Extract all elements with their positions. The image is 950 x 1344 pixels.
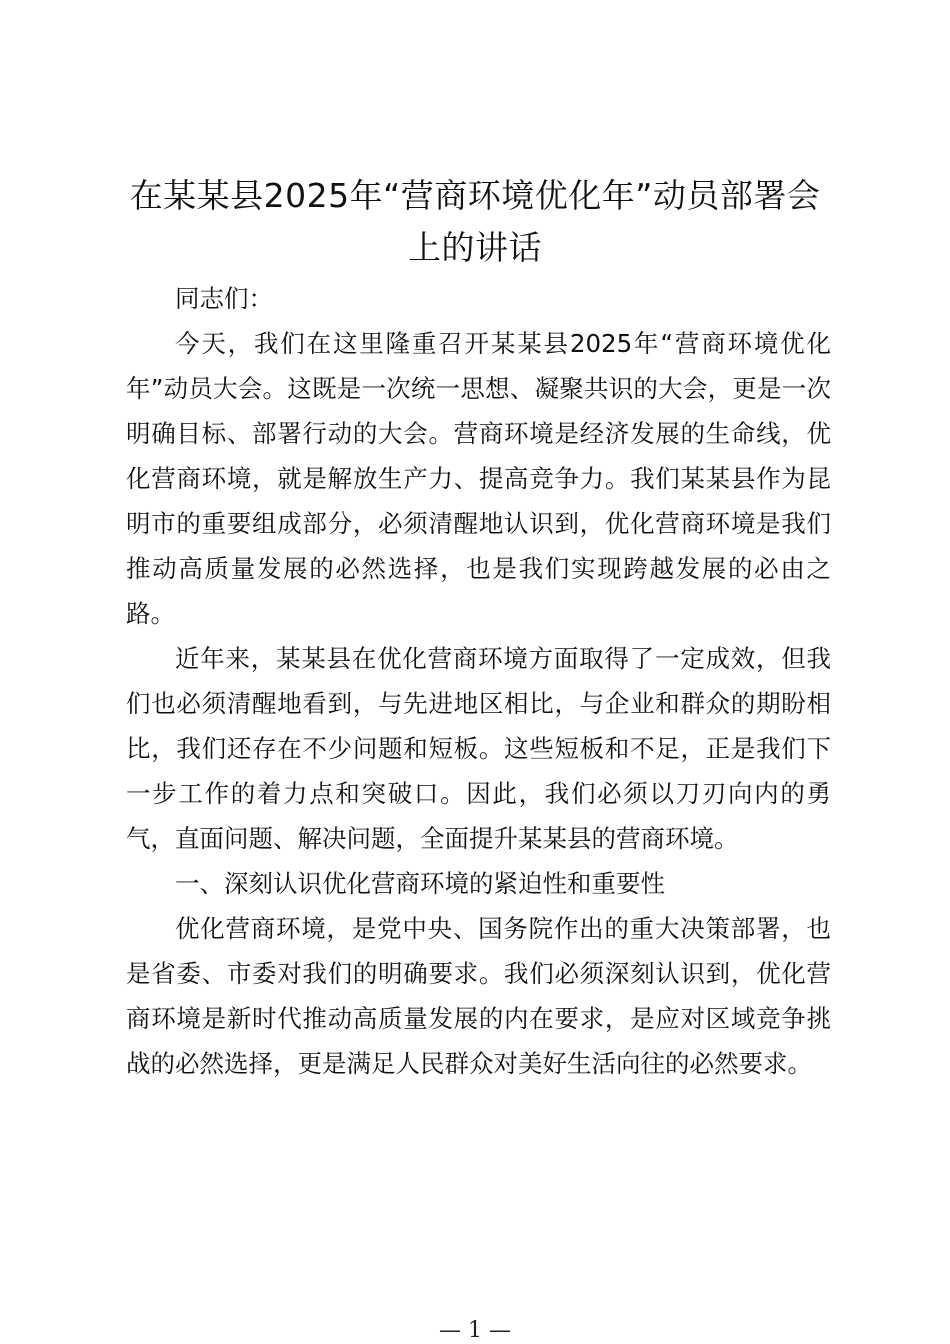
body-paragraph: 今天，我们在这里隆重召开某某县2025年“营商环境优化年”动员大会。这既是一次统一思想、凝聚共识的大会，更是一次明确目标、部署行动的大会。营商环境是经济发展的生命线，优化营商环境，就是解放生产力、提高竞争力。我们某某县作为昆明市的重要组成部分，必须清醒地认识到，优化营商环境是我们推动高质量发展的必然选择，也是我们实现跨越发展的必由之路。 — [126, 329, 831, 628]
document-body — [126, 276, 831, 1086]
greeting-paragraph: 同志们： — [175, 284, 273, 313]
body-paragraph: 优化营商环境，是党中央、国务院作出的重大决策部署，也是省委、市委对我们的明确要求。我们必须深刻认识到，优化营商环境是新时代推动高质量发展的内在要求，是应对区域竞争挑战的必然选择，更是满足人民群众对美好生活向往的必然要求。 — [126, 914, 831, 1078]
document-title: 在某某县2025年“营商环境优化年”动员部署会上的讲话 — [129, 176, 821, 267]
page-number: — 1 — — [439, 1318, 511, 1343]
section-heading: 一、深刻认识优化营商环境的紧迫性和重要性 — [175, 869, 665, 898]
body-paragraph: 近年来，某某县在优化营商环境方面取得了一定成效，但我们也必须清醒地看到，与先进地区相比，与企业和群众的期盼相比，我们还存在不少问题和短板。这些短板和不足，正是我们下一步工作的着力点和突破口。因此，我们必须以刀刃向内的勇气，直面问题、解决问题，全面提升某某县的营商环境。 — [126, 644, 831, 853]
